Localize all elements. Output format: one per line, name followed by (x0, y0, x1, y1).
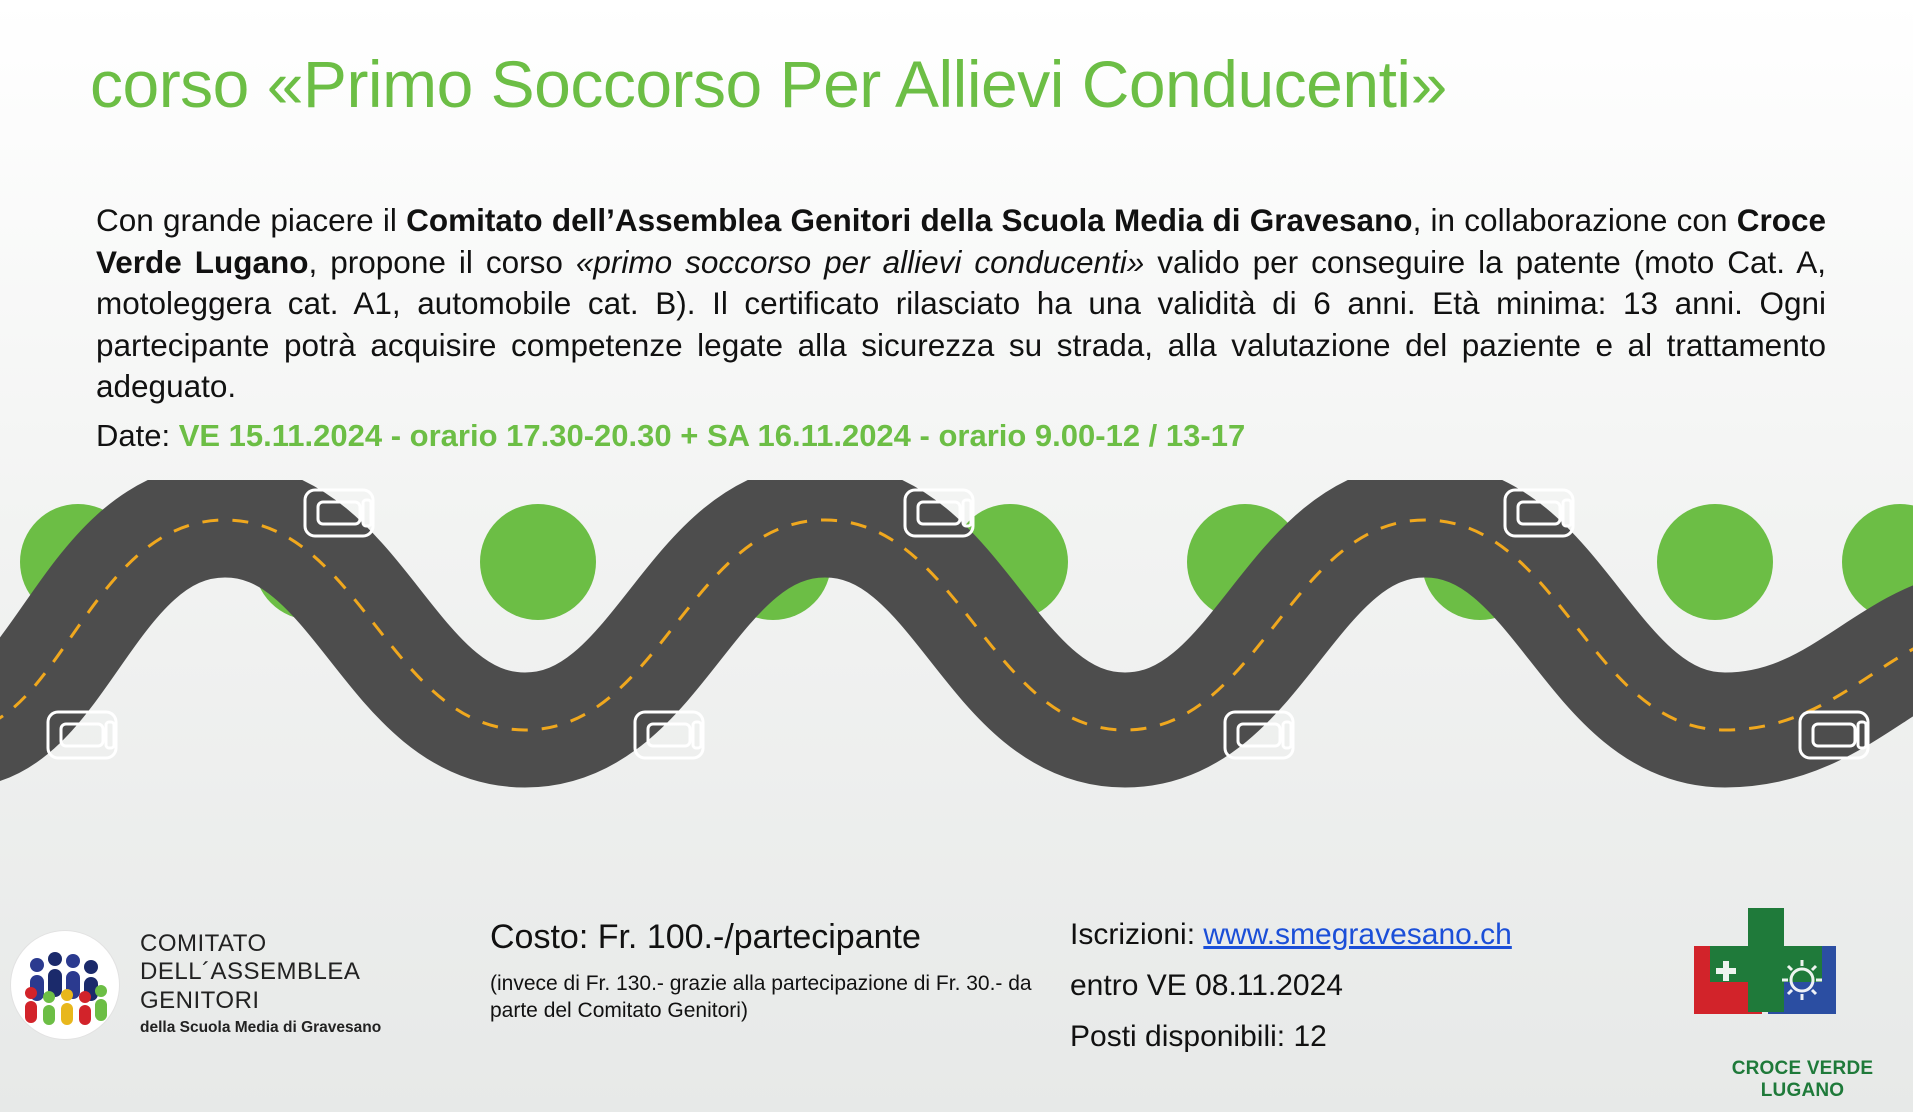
page-title: corso «Primo Soccorso Per Allievi Conducenti» (90, 47, 1447, 121)
cost-block (490, 918, 1080, 1025)
committee-line-3: GENITORI (140, 986, 260, 1014)
footer (0, 900, 1913, 1112)
body-paragraph (96, 200, 1826, 408)
road-illustration (0, 480, 1913, 900)
dates-line (96, 418, 1826, 454)
people-icon (10, 930, 120, 1040)
croce-verde-label: CROCE VERDE LUGANO (1731, 1058, 1874, 1101)
committee-line-4: della Scuola Media di Gravesano (140, 1018, 382, 1036)
registration-link[interactable]: www.smegravesano.ch (1203, 918, 1512, 951)
cost-main: Costo: Fr. 100.-/partecipante (490, 918, 921, 956)
registration-line (1070, 918, 1690, 952)
body-italic-course: «primo soccorso per allievi conducenti» (575, 243, 1145, 280)
committee-line-2: DELL´ASSEMBLEA (140, 958, 361, 986)
dates-label: Date: (96, 418, 179, 453)
cost-note: (invece di Fr. 130.- grazie alla partecipazione di Fr. 30.- da parte del Comitato Genitori) (490, 972, 1032, 1022)
body-strong-committee: Comitato dell’Assemblea Genitori della Scuola Media di Gravesano (406, 202, 1413, 238)
committee-logo (10, 920, 430, 1080)
registration-block (1070, 918, 1690, 1071)
body-text-3: , propone il corso (308, 243, 576, 280)
registration-label: Iscrizioni: (1070, 918, 1204, 951)
body-strong-croceverde: Croce Verde Lugano (96, 202, 1826, 280)
committee-logo-text (140, 930, 430, 1037)
croce-verde-logo (1690, 906, 1905, 1101)
registration-seats: Posti disponibili: 12 (1070, 1020, 1327, 1053)
dates-value: VE 15.11.2024 - orario 17.30-20.30 + SA 16.11.2024 - orario 9.00-12 / 13-17 (178, 418, 1246, 453)
body-text-4: valido per conseguire la patente (moto Cat. A, motoleggera cat. A1, automobile cat. B). Il certificato rilasciato ha una validità di 6 anni. Età minima: 13 anni. Ogni partecipante potrà acquisire competenze legate alla sicurezza su strada, alla valutazione del paziente e al trattamento adeguato. (96, 243, 1827, 405)
body-text-1: Con grande piacere il (96, 202, 407, 238)
registration-deadline: entro VE 08.11.2024 (1070, 969, 1343, 1002)
body-text-2: , in collaborazione con (1412, 202, 1737, 238)
committee-line-1: COMITATO (140, 930, 267, 957)
